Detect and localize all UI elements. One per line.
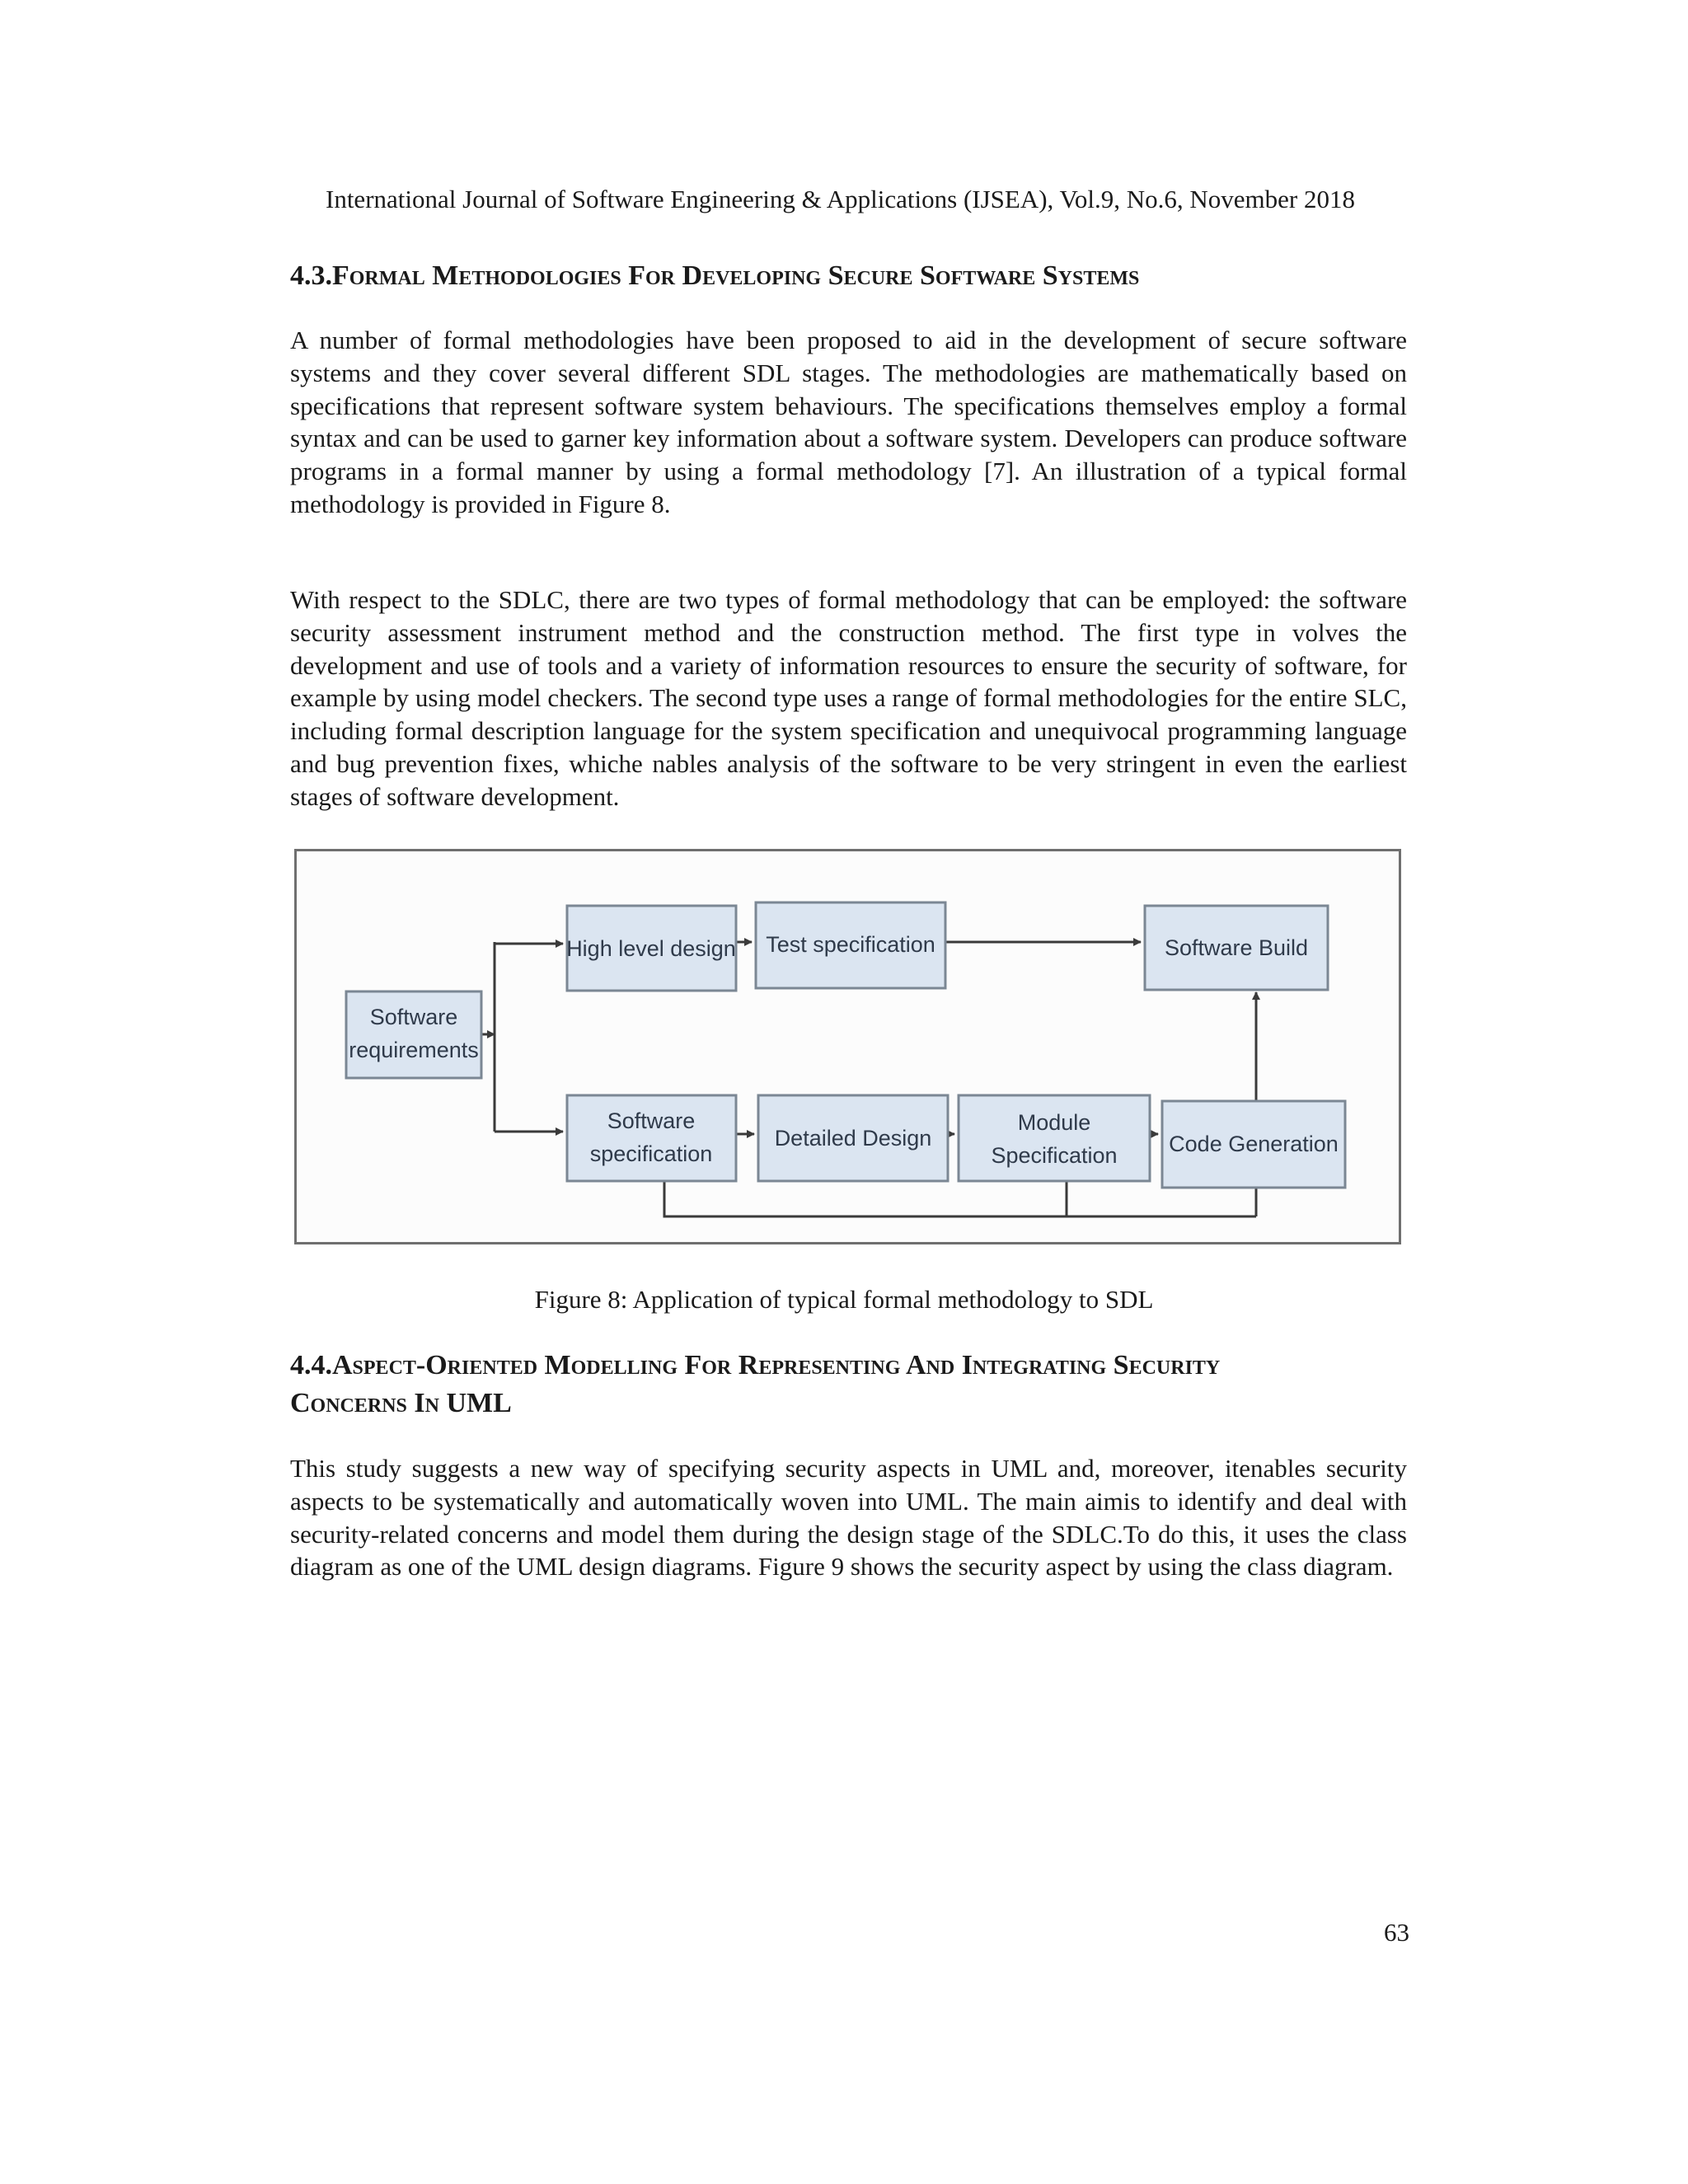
- label-high-level-design: High level design: [566, 936, 736, 961]
- label-software-requirements-line2: requirements: [349, 1038, 479, 1062]
- box-detailed-design: [758, 1095, 948, 1181]
- paragraph-aspect-oriented-modelling: This study suggests a new way of specifying security aspects in UML and, moreover, itenables security aspects to be systematically and automatically woven into UML. The main aimis to identify and deal with security-related concerns and model them during the design stage of the SDLC.To do this, it uses the class diagram as one of the UML design diagrams. Figure 9 shows the security aspect by using the class diagram.: [290, 1454, 1407, 1582]
- figure-8-caption: Figure 8: Application of typical formal methodology to SDL: [534, 1285, 1154, 1314]
- paragraph-formal-methodologies-2: With respect to the SDLC, there are two types of formal methodology that can be employed: the software security assessment instrument method and the construction method. The first type in volves the development and use of tools and a variety of information resources to ensure the security of software, for example by using model checkers. The second type uses a range of formal methodologies for the entire SLC, including formal description language for the system specification and unequivocal programming language and bug prevention fixes, whiche nables analysis of the software to be very stringent in even the earliest stages of software development.: [290, 585, 1407, 811]
- label-module-specification-line1: Module: [1017, 1110, 1091, 1135]
- page-number: 63: [1384, 1918, 1409, 1947]
- running-header: International Journal of Software Engineering & Applications (IJSEA), Vol.9, No.6, November 2018: [326, 185, 1355, 213]
- box-code-generation: [1162, 1101, 1345, 1188]
- box-software-specification: [567, 1095, 736, 1181]
- section-heading-4-3: [290, 257, 1411, 295]
- box-module-specification: [959, 1095, 1150, 1181]
- box-test-specification: [756, 902, 945, 988]
- label-detailed-design: Detailed Design: [774, 1126, 932, 1151]
- box-software-requirements: [346, 991, 481, 1078]
- section-title-line1: Aspect-Oriented Modelling For Representing And Integrating Security: [332, 1350, 1221, 1380]
- section-title: Formal Methodologies For Developing Secure Software Systems: [332, 260, 1140, 291]
- section-heading-4-4: [290, 1347, 1411, 1422]
- label-software-build: Software Build: [1164, 935, 1309, 960]
- section-number: 4.3.: [290, 260, 332, 291]
- label-software-specification-line2: specification: [589, 1141, 713, 1166]
- label-module-specification-line2: Specification: [991, 1143, 1118, 1168]
- label-code-generation: Code Generation: [1169, 1132, 1339, 1156]
- paragraph-formal-methodologies-1: A number of formal methodologies have been proposed to aid in the development of secure software systems and they cover several different SDL stages. The methodologies are mathematically based on specifications that represent software system behaviours. The specifications themselves employ a formal syntax and can be used to garner key information about a software system. Developers can produce software programs in a formal manner by using a formal methodology [7]. An illustration of a typical formal methodology is provided in Figure 8.: [290, 326, 1407, 518]
- section-number: 4.4.: [290, 1350, 332, 1380]
- label-software-requirements-line1: Software: [369, 1005, 458, 1029]
- figure-8-diagram: [294, 849, 1401, 1244]
- box-high-level-design: [566, 906, 736, 991]
- section-heading-4-4-line1: [290, 1347, 1411, 1385]
- flow-diagram: [297, 851, 1399, 1242]
- section-title-line2: Concerns In UML: [290, 1388, 512, 1418]
- label-software-specification-line1: Software: [607, 1108, 696, 1133]
- label-test-specification: Test specification: [766, 932, 935, 957]
- box-software-build: [1145, 906, 1328, 990]
